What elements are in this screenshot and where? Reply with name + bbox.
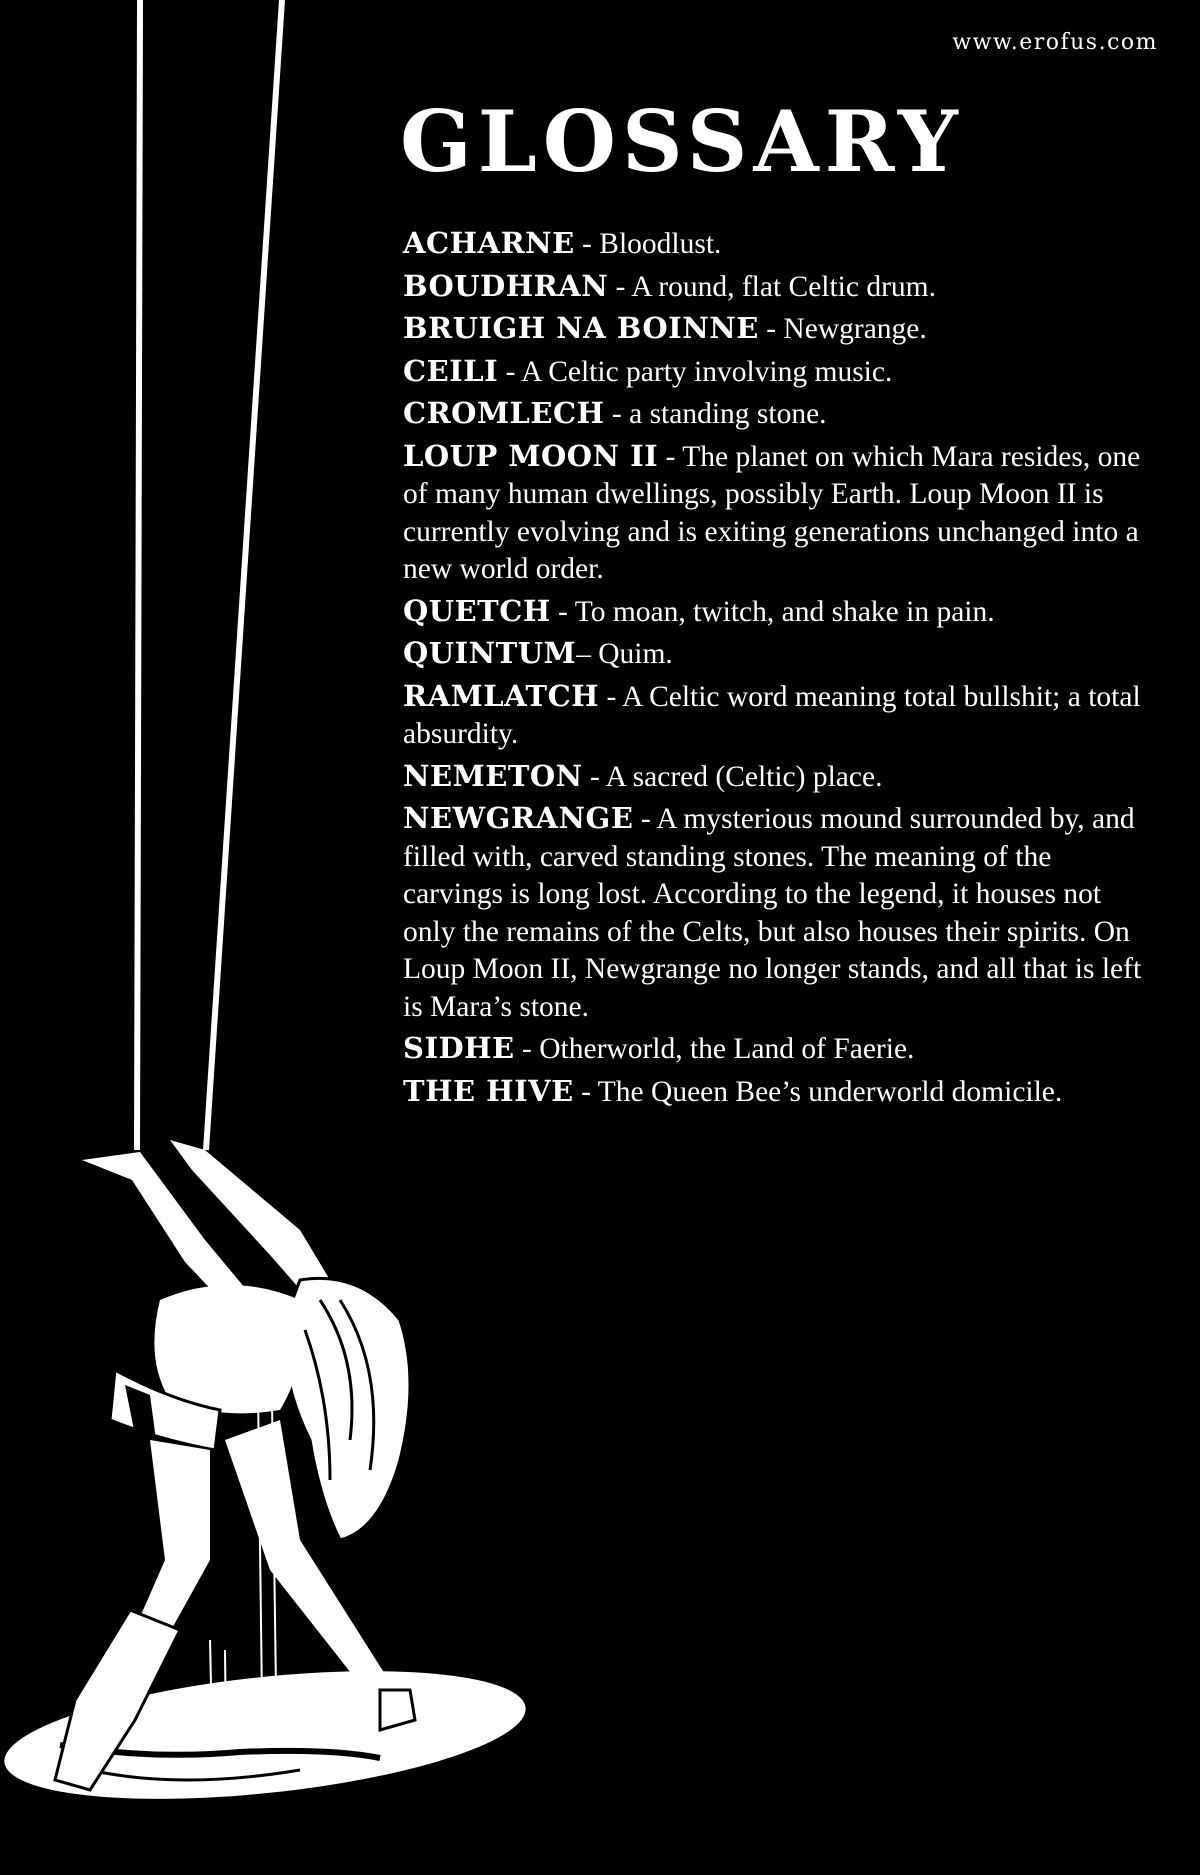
glossary-definition: - To moan, twitch, and shake in pain. [550,595,995,628]
glossary-term: BRUIGH NA BOINNE [403,311,759,345]
glossary-entry [403,310,1143,349]
glossary-definition: - A sacred (Celtic) place. [582,760,883,793]
glossary-definition: - A Celtic word meaning total bullshit; a total absurdity. [403,680,1141,750]
glossary-entry [403,1030,1143,1069]
glossary-term: THE HIVE [403,1073,574,1108]
glossary-term: LOUP MOON II [403,438,659,473]
glossary-entry [403,593,1143,632]
glossary-definition: - The planet on which Mara resides, one of many human dwellings, possibly Earth. Loup Moon II is currently evolving and is exiting generations unchanged into a new world order. [403,440,1141,585]
glossary-term: RAMLATCH [403,678,600,713]
glossary-entry [403,800,1143,1026]
glossary-entry [403,1073,1143,1112]
glossary-entry [403,353,1143,392]
glossary-term: CEILI [403,353,499,388]
glossary-entry [403,635,1143,674]
glossary-definition: – Quim. [576,638,673,670]
glossary-term: SIDHE [403,1031,515,1065]
glossary-entry [403,678,1143,754]
glossary-definition: - A round, flat Celtic drum. [608,270,936,303]
glossary-term: NEMETON [403,758,583,793]
glossary-entry [403,758,1143,797]
glossary-term: QUETCH [403,593,551,628]
glossary-definition: - a standing stone. [604,398,827,430]
glossary-term: ACHARNE [403,226,575,260]
glossary-entry [403,438,1143,589]
page-title: GLOSSARY [400,92,964,191]
glossary-term: CROMLECH [403,396,605,430]
glossary-definition: - Otherworld, the Land of Faerie. [514,1033,915,1065]
glossary-definition: - Newgrange. [758,313,927,345]
glossary-entry [403,395,1143,434]
watermark-text: www.erofus.com [952,30,1158,55]
glossary-entry [403,268,1143,307]
glossary-term: BOUDHRAN [403,268,609,303]
glossary-term: NEWGRANGE [403,801,634,835]
glossary-entry [403,225,1143,264]
glossary-definition: - A mysterious mound surrounded by, and filled with, carved standing stones. The meaning of the carvings is long lost. According to the legend, it houses not only the remains of the Celts, but also houses their spirits. On Loup Moon II, Newgrange no longer stands, and all that is left is Mara’s stone. [403,803,1142,1023]
glossary-definition: - A Celtic party involving music. [498,355,893,388]
glossary-definition: - The Queen Bee’s underworld domicile. [573,1075,1063,1108]
glossary-definition: - Bloodlust. [574,228,722,260]
glossary-list [403,225,1143,1115]
glossary-term: QUINTUM [403,636,577,670]
